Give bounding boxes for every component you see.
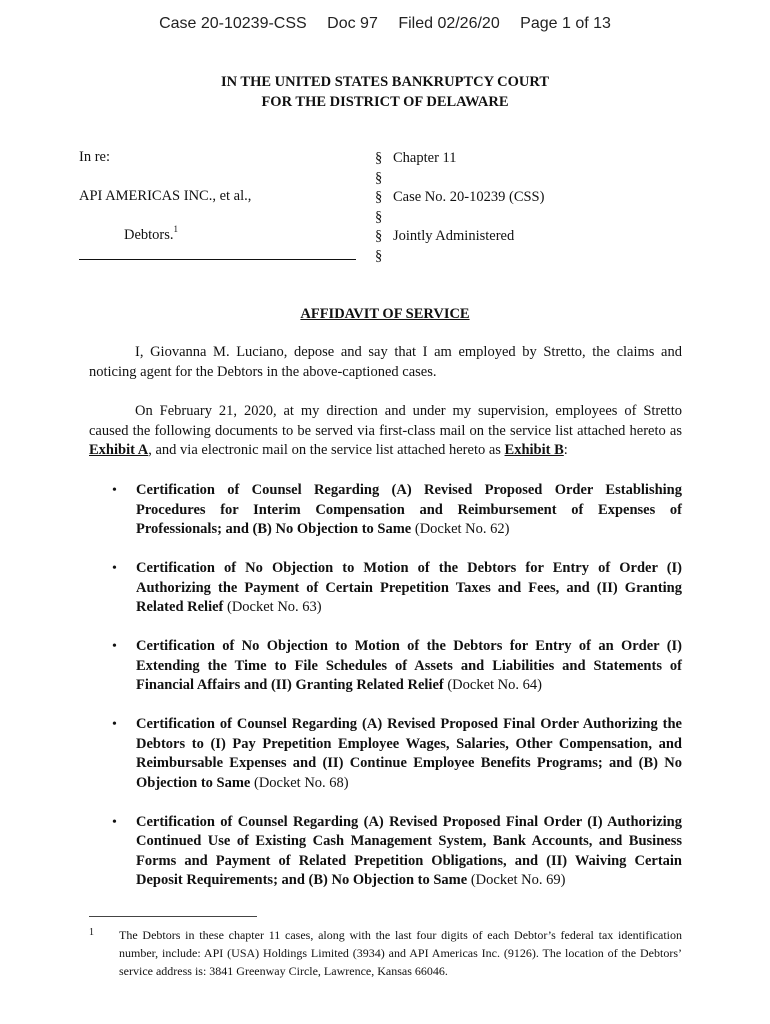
bullet-icon: • <box>112 561 117 576</box>
page-number-header: Page 1 of 13 <box>520 15 611 32</box>
intro-paragraph: I, Giovanna M. Luciano, depose and say that I am employed by Stretto, the claims and noticing agent for the Debtors in the above-captioned cases. <box>89 344 682 380</box>
section-symbol: § <box>375 228 383 245</box>
footnote-ref: 1 <box>173 224 179 234</box>
list-item: • Certification of Counsel Regarding (A) Revised Proposed Final Order (I) Authorizing Continued Use of Existing Cash Management System, Bank Accounts, and Business Forms and Payment of Related Prepetition Obligations, and (II) Waiving Certain Deposit Requirements; and (B) No Objection to Same (Docket No. 69) <box>112 813 682 888</box>
caption-case-info <box>375 149 695 267</box>
case-no-label: Case No. 20-10239 (CSS) <box>393 189 545 206</box>
court-heading <box>0 72 770 112</box>
list-item: • Certification of No Objection to Motion of the Debtors for Entry of an Order (I) Extending the Time to File Schedules of Assets and Liabilities and Statements of Financial Affairs and (II) Granting Related Relief (Docket No. 64) <box>112 638 682 693</box>
debtor-party-name: API AMERICAS INC., et al., <box>79 188 252 204</box>
in-re-label: In re: <box>79 149 110 165</box>
service-paragraph: On February 21, 2020, at my direction and under my supervision, employees of Stretto caused the following documents to be served via first-class mail on the service list attached hereto as Exhibit A, and via electronic mail on the service list attached hereto as Exhibit B: <box>89 403 682 458</box>
doc-number-header: Doc 97 <box>327 15 378 32</box>
section-symbol: § <box>375 169 383 186</box>
filing-header <box>0 15 770 33</box>
footnote-text: The Debtors in these chapter 11 cases, along with the last four digits of each Debtor’s federal tax identification number, include: API (USA) Holdings Limited (3934) and API Americas Inc. (9126). The location of the Debtors’ service address is: 3841 Greenway Circle, Lawrence, Kansas 66046. <box>119 928 682 978</box>
bullet-icon: • <box>112 814 117 830</box>
exhibit-b-ref: Exhibit B <box>504 442 564 458</box>
court-district: FOR THE DISTRICT OF DELAWARE <box>261 94 509 110</box>
bullet-icon: • <box>112 639 117 654</box>
section-symbol: § <box>375 208 383 225</box>
filed-date-header: Filed 02/26/20 <box>398 15 500 32</box>
jointly-administered-label: Jointly Administered <box>393 228 515 245</box>
bullet-icon: • <box>112 717 117 732</box>
document-title: AFFIDAVIT OF SERVICE <box>300 306 470 322</box>
section-symbol: § <box>375 247 383 264</box>
section-symbol: § <box>375 189 383 206</box>
court-name: IN THE UNITED STATES BANKRUPTCY COURT <box>220 74 550 90</box>
exhibit-a-ref: Exhibit A <box>89 442 149 458</box>
debtors-label: Debtors.$^1$ <box>124 224 179 243</box>
footnote-mark: 1 <box>89 927 94 938</box>
list-item: • Certification of Counsel Regarding (A) Revised Proposed Final Order Authorizing the Debtors to (I) Pay Prepetition Employee Wages, Salaries, Other Compensation, and Reimbursable Expenses and (II) Continue Employee Benefits Programs; and (B) No Objection to Same (Docket No. 68) <box>112 716 682 791</box>
case-number-header: Case 20-10239-CSS <box>159 15 307 32</box>
list-item: • Certification of Counsel Regarding (A) Revised Proposed Order Establishing Procedures for Interim Compensation and Reimbursement of Expenses of Professionals; and (B) No Objection to Same (Docket No. 62) <box>112 482 682 537</box>
section-symbol: § <box>375 150 383 166</box>
chapter-label: Chapter 11 <box>393 150 457 166</box>
bullet-icon: • <box>112 483 117 498</box>
caption-divider <box>79 259 356 260</box>
footnote-divider <box>89 916 257 917</box>
served-documents-list <box>89 481 682 910</box>
list-item: • Certification of No Objection to Motion of the Debtors for Entry of Order (I) Authorizing the Payment of Certain Prepetition Taxes and Fees, and (II) Granting Related Relief (Docket No. 63) <box>112 560 682 615</box>
footnote <box>89 926 682 980</box>
